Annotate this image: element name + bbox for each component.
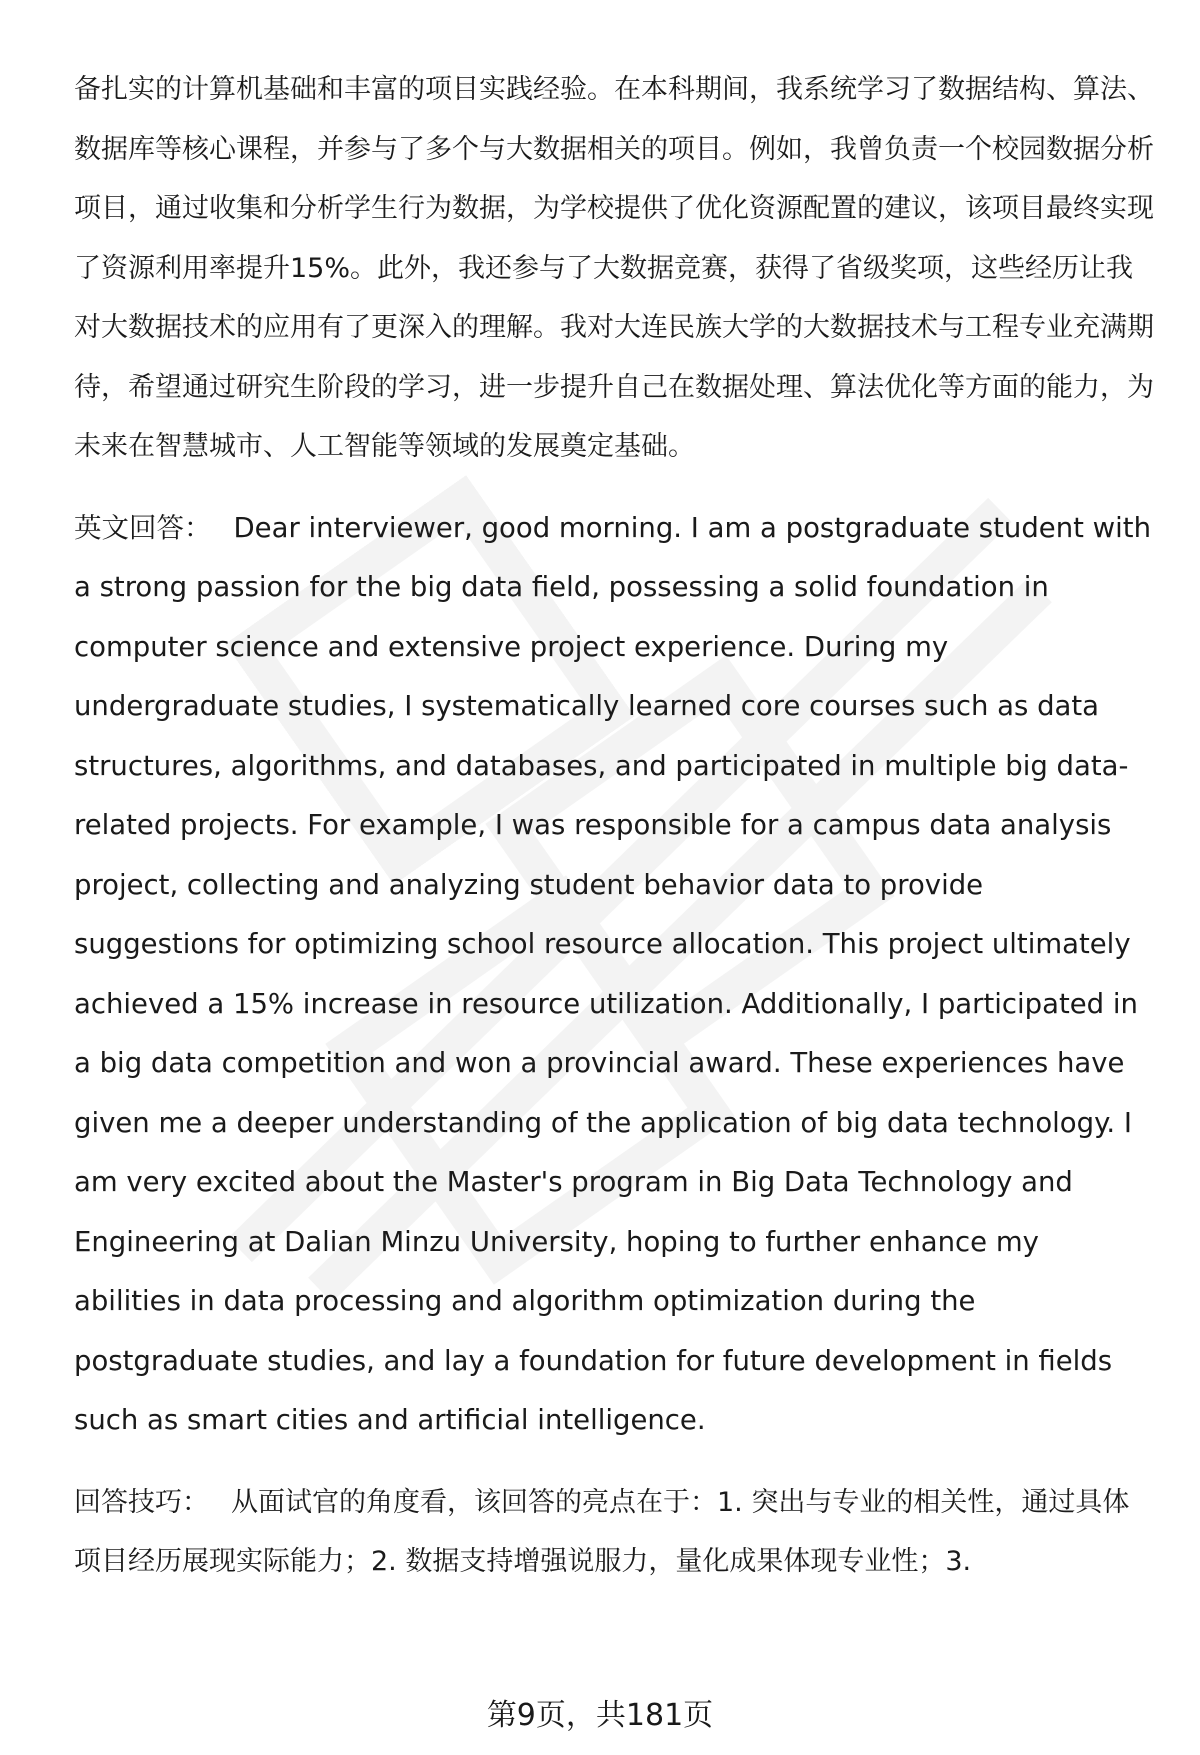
tips-text: 从面试官的角度看，该回答的亮点在于：1. 突出与专业的相关性，通过具体项目经历展现实际能力；2. 数据支持增强说服力，量化成果体现专业性；3. xyxy=(74,1486,1130,1577)
english-answer-label: 英文回答： xyxy=(74,511,212,544)
tips-label: 回答技巧： xyxy=(74,1486,209,1518)
english-answer-text: Dear interviewer, good morning. I am a postgraduate student with a strong passion for the big data field, possessing a solid foundation in computer science and extensive project experience. During my undergraduate studies, I systematically learned core courses such as data structures, algorithms, and databases, and participated in multiple big data-related projects. For example, I was responsible for a campus data analysis project, collecting and analyzing student behavior data to provide suggestions for optimizing school resource allocation. This project ultimately achieved a 15% increase in resource utilization. Additionally, I participated in a big data competition and won a provincial award. These experiences have given me a deeper understanding of the application of big data technology. I am very excited about the Master's program in Big Data Technology and Engineering at Dalian Minzu University, hoping to further enhance my abilities in data processing and algorithm optimization during the postgraduate studies, and lay a foundation for future development in fields such as smart cities and artificial intelligence. xyxy=(74,511,1152,1436)
paragraph-cn-continued: 备扎实的计算机基础和丰富的项目实践经验。在本科期间，我系统学习了数据结构、算法、数据库等核心课程，并参与了多个与大数据相关的项目。例如，我曾负责一个校园数据分析项目，通过收集和分析学生行为数据，为学校提供了优化资源配置的建议，该项目最终实现了资源利用率提升15%。此外，我还参与了大数据竞赛，获得了省级奖项，这些经历让我对大数据技术的应用有了更深入的理解。我对大连民族大学的大数据技术与工程专业充满期待，希望通过研究生阶段的学习，进一步提升自己在数据处理、算法优化等方面的能力，为未来在智慧城市、人工智能等领域的发展奠定基础。 xyxy=(74,74,1154,462)
english-answer-paragraph xyxy=(74,499,1154,1451)
tips-paragraph xyxy=(74,1473,1154,1592)
page-number: 第9页，共181页 xyxy=(486,1698,714,1733)
document-body xyxy=(74,60,1154,1592)
